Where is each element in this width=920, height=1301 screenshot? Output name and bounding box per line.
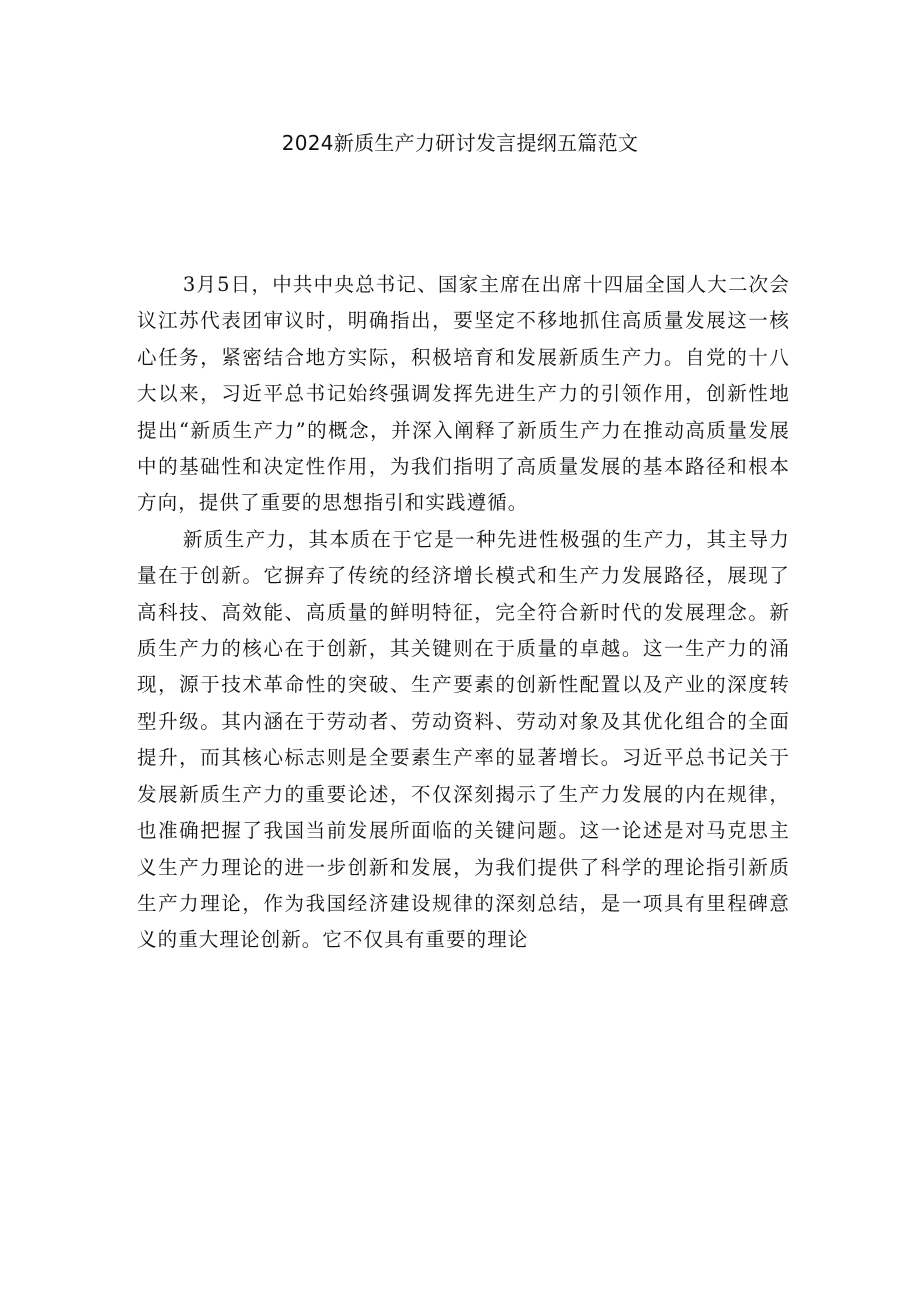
document-title: 2024新质生产力研讨发言提纲五篇范文 [281, 131, 639, 155]
paragraph-2: 新质生产力，其本质在于它是一种先进性极强的生产力，其主导力量在于创新。它摒弃了传统的经济增长模式和生产力发展路径，展现了高科技、高效能、高质量的鲜明特征，完全符合新时代的发展理念。新质生产力的核心在于创新，其关键则在于质量的卓越。这一生产力的涌现，源于技术革命性的突破、生产要素的创新性配置以及产业的深度转型升级。其内涵在于劳动者、劳动资料、劳动对象及其优化组合的全面提升，而其核心标志则是全要素生产率的显著增长。习近平总书记关于发展新质生产力的重要论述，不仅深刻揭示了生产力发展的内在规律，也准确把握了我国当前发展所面临的关键问题。这一论述是对马克思主义生产力理论的进一步创新和发展，为我们提供了科学的理论指引新质生产力理论，作为我国经济建设规律的深刻总结，是一项具有里程碑意义的重大理论创新。它不仅具有重要的理论 [137, 527, 790, 952]
paragraph-1: 3月5日，中共中央总书记、国家主席在出席十四届全国人大二次会议江苏代表团审议时，明确指出，要坚定不移地抓住高质量发展这一核心任务，紧密结合地方实际，积极培育和发展新质生产力。自党的十八大以来，习近平总书记始终强调发挥先进生产力的引领作用，创新性地提出“新质生产力”的概念，并深入阐释了新质生产力在推动高质量发展中的基础性和决定性作用，为我们指明了高质量发展的基本路径和根本方向，提供了重要的思想指引和实践遵循。 [137, 273, 790, 515]
document-body [137, 267, 790, 959]
